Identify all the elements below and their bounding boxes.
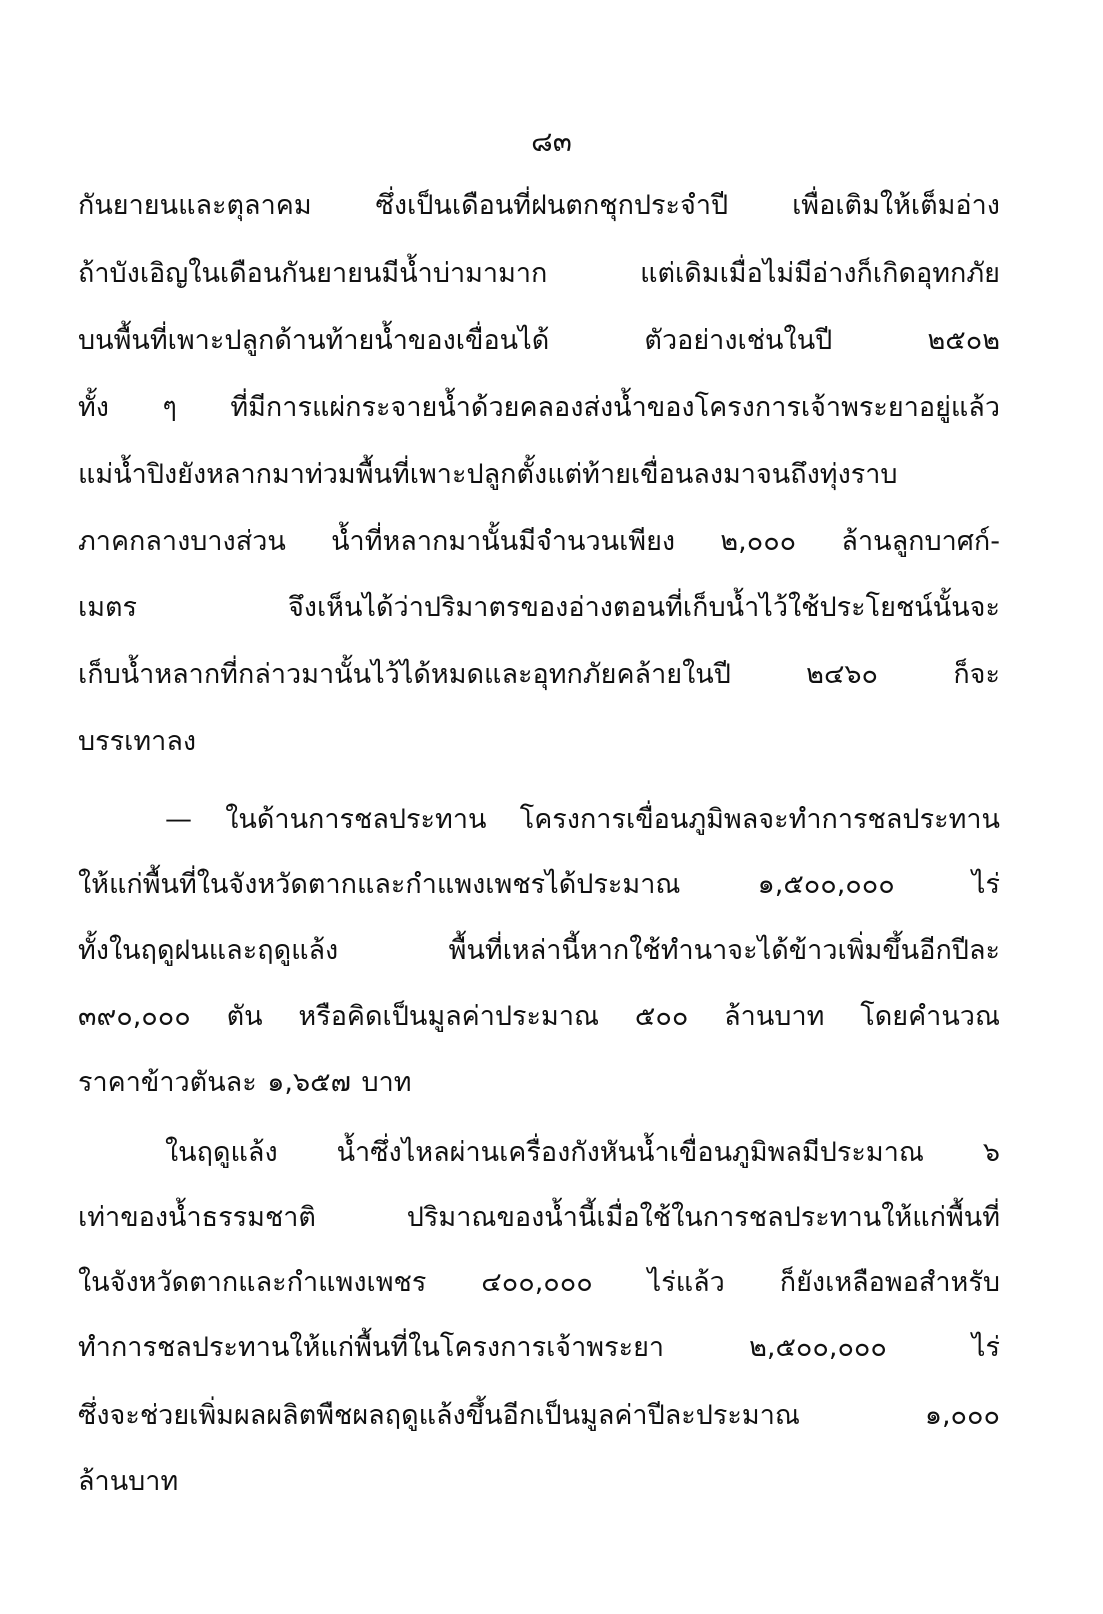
text-line: ทั้ง ๆ ที่มีการแผ่กระจายน้ำด้วยคลองส่งน้ำของโครงการเจ้าพระยาอยู่แล้ว: [78, 392, 1000, 423]
text-line: ถ้าบังเอิญในเดือนกันยายนมีน้ำบ่ามามาก แต่เดิมเมื่อไม่มีอ่างก็เกิดอุทกภัย: [78, 258, 1000, 289]
text-line: ทั้งในฤดูฝนและฤดูแล้ง พื้นที่เหล่านี้หากใช้ทำนาจะได้ข้าวเพิ่มขึ้นอีกปีละ: [78, 935, 1000, 966]
text-line: ราคาข้าวตันละ ๑,๖๕๗ บาท: [78, 1067, 412, 1098]
text-line: บนพื้นที่เพาะปลูกด้านท้ายน้ำของเขื่อนได้ ตัวอย่างเช่นในปี ๒๕๐๒: [78, 325, 1000, 356]
text-line: ภาคกลางบางส่วน น้ำที่หลากมานั้นมีจำนวนเพียง ๒,๐๐๐ ล้านลูกบาศก์-: [78, 526, 1000, 557]
text-line: ซึ่งจะช่วยเพิ่มผลผลิตพืชผลฤดูแล้งขึ้นอีกเป็นมูลค่าปีละประมาณ ๑,๐๐๐: [78, 1400, 1000, 1431]
text-line: เท่าของน้ำธรรมชาติ ปริมาณของน้ำนี้เมื่อใช้ในการชลประทานให้แก่พื้นที่: [78, 1202, 1000, 1233]
text-line: เมตร จึงเห็นได้ว่าปริมาตรของอ่างตอนที่เก็บน้ำไว้ใช้ประโยชน์นั้นจะ: [78, 592, 1000, 623]
text-line: เก็บน้ำหลากที่กล่าวมานั้นไว้ได้หมดและอุทกภัยคล้ายในปี ๒๔๖๐ ก็จะ: [78, 659, 1000, 690]
text-line: บรรเทาลง: [78, 726, 197, 757]
text-line: ให้แก่พื้นที่ในจังหวัดตากและกำแพงเพชรได้ประมาณ ๑,๕๐๐,๐๐๐ ไร่: [78, 869, 1000, 900]
text-line: กันยายนและตุลาคม ซึ่งเป็นเดือนที่ฝนตกชุกประจำปี เพื่อเติมให้เต็มอ่าง: [78, 190, 1000, 221]
text-line: — ในด้านการชลประทาน โครงการเขื่อนภูมิพลจะทำการชลประทาน: [165, 804, 1000, 835]
text-line: ล้านบาท: [78, 1466, 179, 1497]
text-line: ทำการชลประทานให้แก่พื้นที่ในโครงการเจ้าพระยา ๒,๕๐๐,๐๐๐ ไร่: [78, 1332, 1000, 1363]
text-line: ในฤดูแล้ง น้ำซึ่งไหลผ่านเครื่องกังหันน้ำเขื่อนภูมิพลมีประมาณ ๖: [165, 1137, 1000, 1168]
page-number: ๘๓: [531, 125, 572, 158]
text-line: แม่น้ำปิงยังหลากมาท่วมพื้นที่เพาะปลูกตั้งแต่ท้ายเขื่อนลงมาจนถึงทุ่งราบ: [78, 459, 898, 490]
text-line: ในจังหวัดตากและกำแพงเพชร ๔๐๐,๐๐๐ ไร่แล้ว ก็ยังเหลือพอสำหรับ: [78, 1267, 1000, 1298]
text-line: ๓๙๐,๐๐๐ ตัน หรือคิดเป็นมูลค่าประมาณ ๕๐๐ ล้านบาท โดยคำนวณ: [78, 1001, 1000, 1032]
